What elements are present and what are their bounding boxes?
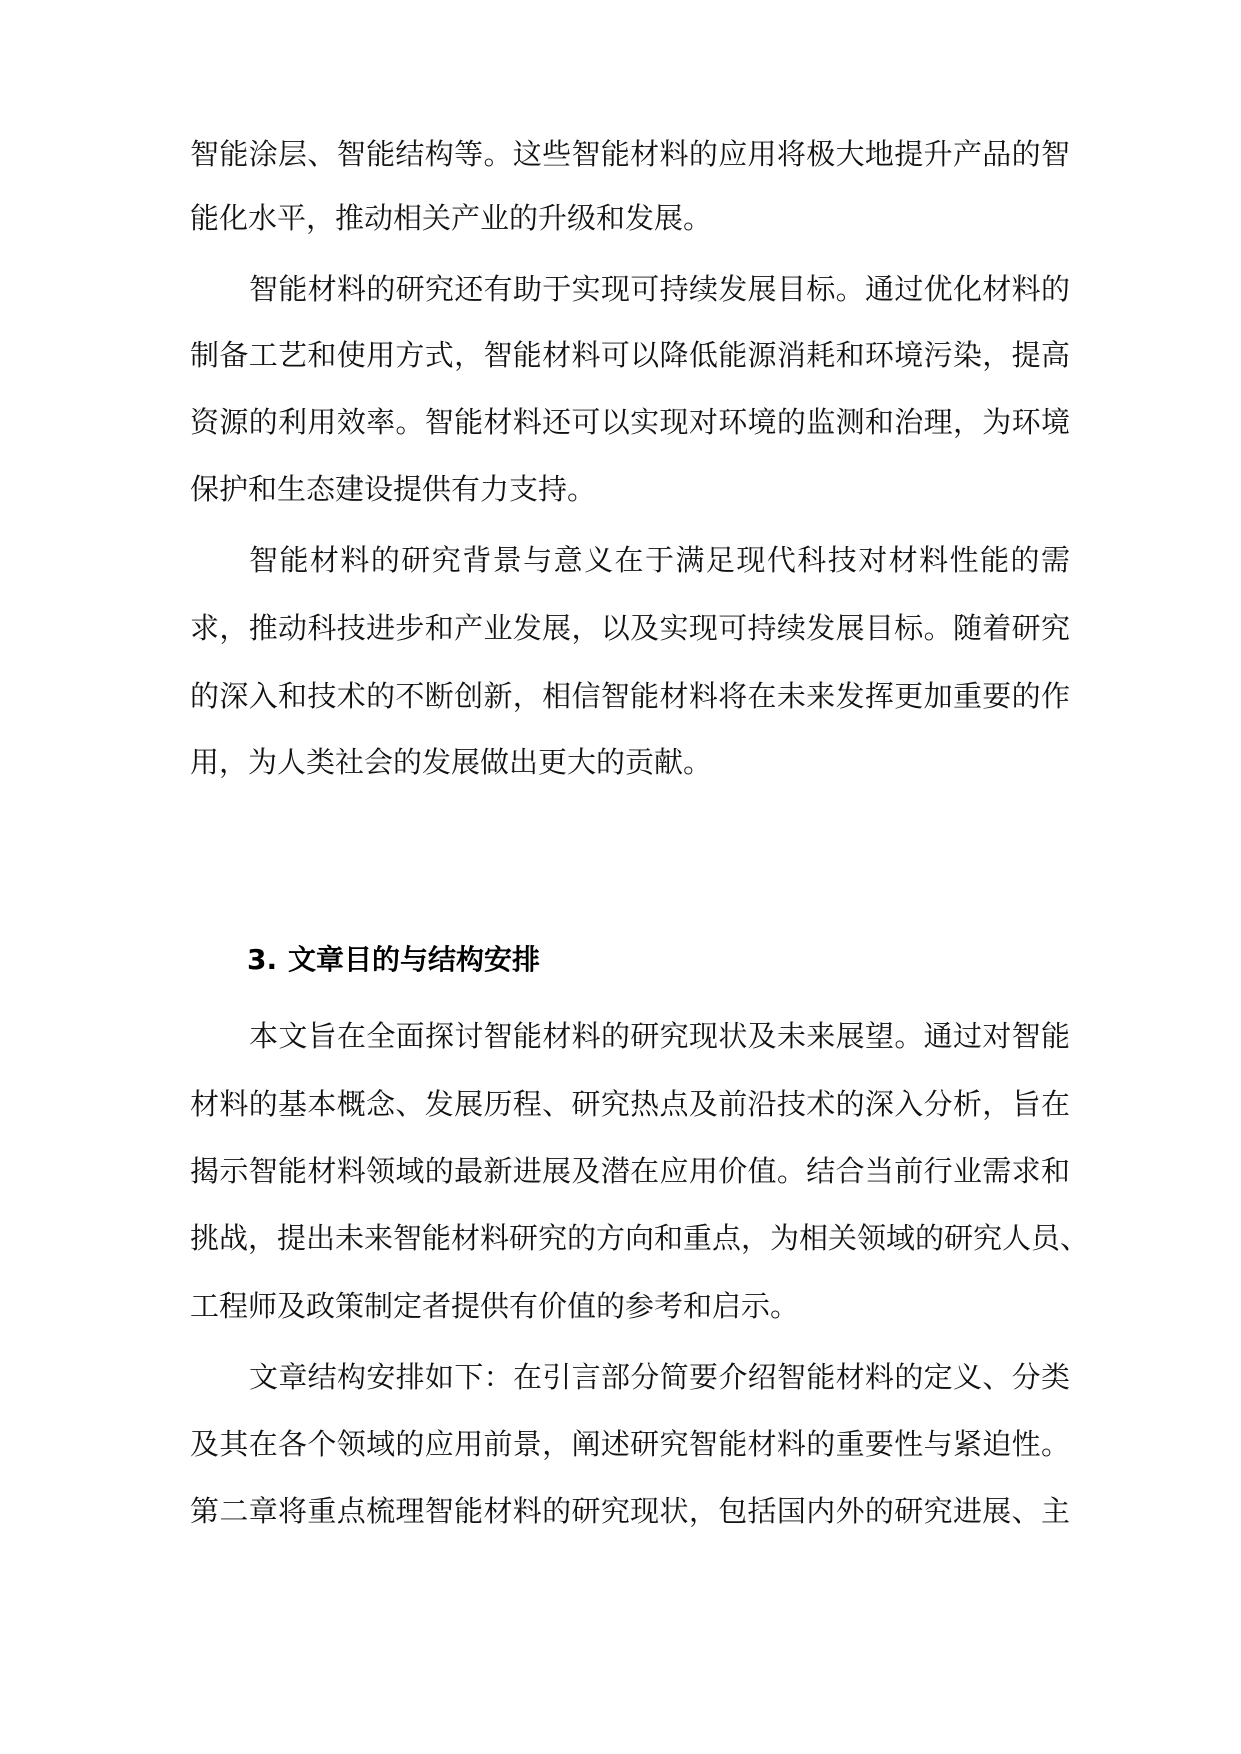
paragraph-line: 第二章将重点梳理智能材料的研究现状，包括国内外的研究进展、主 [190, 1494, 1070, 1528]
paragraph-line: 文章结构安排如下：在引言部分简要介绍智能材料的定义、分类 [249, 1360, 1070, 1394]
paragraph-line: 的深入和技术的不断创新，相信智能材料将在未来发挥更加重要的作 [190, 679, 1070, 713]
paragraph-line: 挑战，提出未来智能材料研究的方向和重点，为相关领域的研究人员、 [190, 1221, 1090, 1255]
paragraph-line: 材料的基本概念、发展历程、研究热点及前沿技术的深入分析，旨在 [190, 1087, 1070, 1121]
paragraph-line: 智能材料的研究背景与意义在于满足现代科技对材料性能的需 [249, 543, 1070, 577]
paragraph-line: 保护和生态建设提供有力支持。 [190, 472, 597, 506]
paragraph-line: 用，为人类社会的发展做出更大的贡献。 [190, 745, 713, 779]
paragraph-line: 揭示智能材料领域的最新进展及潜在应用价值。结合当前行业需求和 [190, 1154, 1070, 1188]
section-title: 文章目的与结构安排 [288, 943, 541, 976]
paragraph-line: 本文旨在全面探讨智能材料的研究现状及未来展望。通过对智能 [249, 1019, 1070, 1053]
paragraph-line: 工程师及政策制定者提供有价值的参考和启示。 [190, 1289, 800, 1323]
section-heading [247, 936, 540, 984]
paragraph-line: 求，推动科技进步和产业发展，以及实现可持续发展目标。随着研究 [190, 611, 1070, 645]
paragraph-line: 智能材料的研究还有助于实现可持续发展目标。通过优化材料的 [249, 272, 1070, 306]
paragraph-line: 及其在各个领域的应用前景，阐述研究智能材料的重要性与紧迫性。 [190, 1427, 1070, 1461]
paragraph-line: 资源的利用效率。智能材料还可以实现对环境的监测和治理，为环境 [190, 405, 1070, 439]
paragraph-line: 智能涂层、智能结构等。这些智能材料的应用将极大地提升产品的智 [190, 137, 1070, 171]
paragraph-line: 能化水平，推动相关产业的升级和发展。 [190, 201, 713, 235]
section-number: 3. [247, 943, 278, 976]
paragraph-line: 制备工艺和使用方式，智能材料可以降低能源消耗和环境污染，提高 [190, 338, 1070, 372]
